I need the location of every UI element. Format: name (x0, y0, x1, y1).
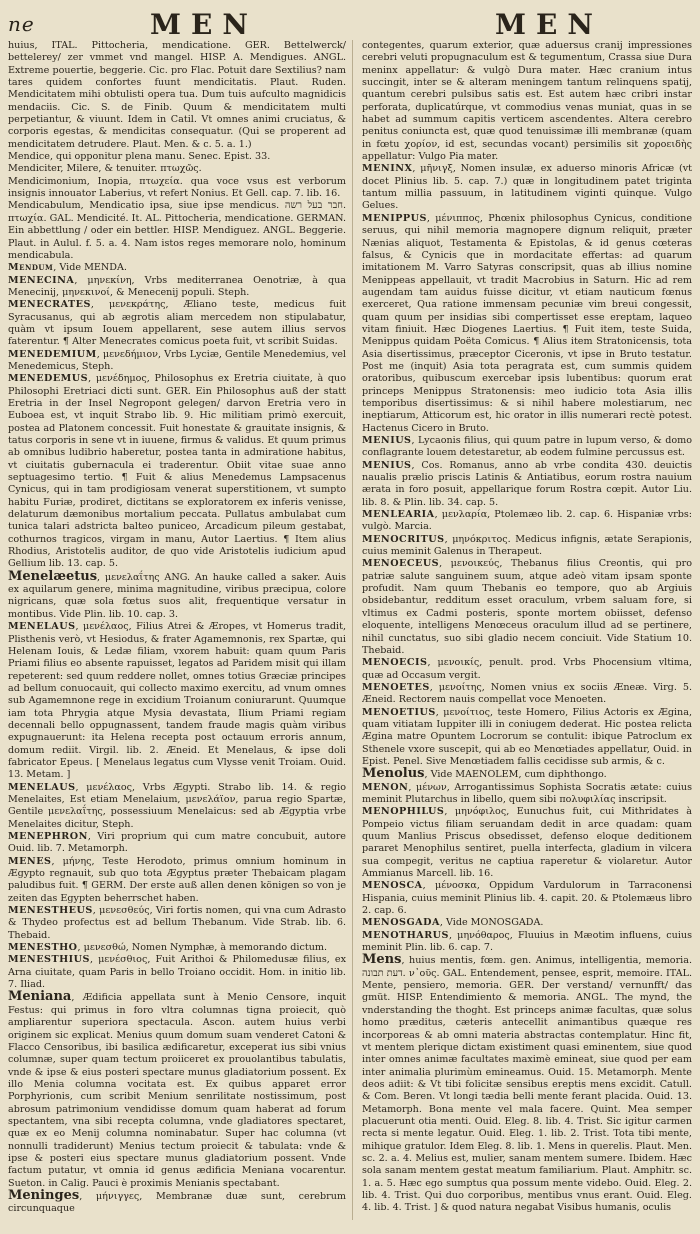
entry-headword: MENESTHEUS (8, 905, 93, 917)
dictionary-entry (8, 856, 346, 905)
entry-text: Mendicimonium, Inopia, πτωχεία. qua voce vsus est verborum insignis innouator Laberius, vt refert Nonius. Et Gell. cap. 7. lib. 16. (8, 175, 346, 200)
entry-text: , Vide MONOSGADA. (439, 917, 544, 929)
entry-headword: MENESTHIUS (8, 954, 90, 966)
left-column (8, 40, 346, 1228)
dictionary-entry (8, 1187, 346, 1216)
entry-text: , μήνης, Teste Herodoto, primus omnium hominum in Ægypto regnauit, sub quo tota Ægyptus præter Thebaicam plagam paludibus fuit. ¶ GERM. Der erste auß allen denen königen so von je zeiten das Egypten beherrschet haben. (8, 855, 346, 904)
entry-headword: Menelæetus (8, 568, 98, 584)
entry-text: , μενοίτιος, teste Homero, Filius Actoris ex Ægina, quam vitiatam Iuppiter illi in coniugem dederat. Hic postea relicta Ægina matre Opuntem Locrorum se contulit: ibique Patroclum ex Sthenele vxore suscepit, qui ab eo Menœtiades appellatur, Ouid. in Epist. Penel. Sive Menœtiadem fallis cecidisse sub armis, & c. (362, 706, 692, 767)
entry-headword: MENOETIUS (362, 706, 436, 718)
dictionary-entry (362, 40, 692, 163)
dictionary-entry (362, 435, 692, 460)
entry-headword: MENECRATES (8, 299, 91, 311)
entry-text: , μενεκράτης, Æliano teste, medicus fuit Syracusanus, qui ab ægrotis aliam mercedem non stipulabatur, quàm vt ipsum Iouem appellarent, sese autem illius servos faterentur. ¶ Alter Menecrates comicus poeta fuit, vt scribit Suidas. (8, 299, 346, 348)
dictionary-entry (8, 942, 346, 954)
entry-text: , μένων, Arrogantissimus Sophista Socratis ætate: cuius meminit Plutarchus in libello, quem sibi πολυφιλίας inscripsit. (362, 781, 692, 805)
entry-text: , μένιππος, Phœnix philosophus Cynicus, conditione seruus, qui nihil memoria magnopere dignum reliquit, præter Nænias aliquot, Testamenta & Epistolas, & id genus cœteras falsus, & Cynicis que in mordacitate effertas: ad quarum imitationem M. Varro Satyras conscripsit, quas ab illius nomine Menippeas appellauit, vt tradit Macrobius in Saturn. Hic ad rem augendam tam auidus fuisse dicitur, vt etiam nauticum fœnus exerceret, Qua ratione immensam pecuniæ vim breui congessit, quam quum per insidias sibi compertisset esse ereptam, laqueo vitam finiuit. Hæc Diogenes Laertius. ¶ Fuit item, teste Suida, Menippus quidam Poëta Comicus. ¶ Alius item Stratonicensis, tota Asia disertissimus, præceptor Ciceronis, vt ipse in Bruto testatur. Post me (inquit) Asia tota peragrata est, cum summis quidem oratoribus, quibuscum exercebar ipsis lubentibus: quorum erat princeps Menippus Stratonensis: meo iudicio tota Asia illis temporibus disertissimus: & si nihil habere molestiarum, nec ineptiarum, Atticorum est, hic orator in illis numerari rectè potest. Hactenus Cicero in Bruto. (362, 212, 692, 434)
entry-headword: MENOSCA (362, 880, 423, 892)
entry-text: Mendicabulum, Mendicatio ipsa, siue ipse mendicus. חבר בעל רשה. πτωχία. GAL. Mendicité. It. AL. Pittocheria, mendicatione. GERMAN. Ein abbettlung / oder ein bettler. HISP. Mendiguez. ANGL. Beggerie. Plaut. in Aulul. f. 5. a. 4. Nam istos reges memorare nolo, hominum mendicabula. (8, 200, 346, 261)
entry-text: , μενοικεύς, Thebanus filius Creontis, qui pro patriæ salute sanguinem suum, atque adeò vitam ipsam sponte profudit. Nam quum Thebanis eo tempore, quo ab Argiuis obsidebantur, redditum esset oraculum, vrbem saluam fore, si vltimus ex Cadmi posteris, sponte mortem obiisset, defenso eloquente, intelligens Menœceus oraculum illud ad se pertinere, nihil cunctatus, suo sibi gladio necem conciuit. Vide Statium 10. Thebaid. (362, 558, 692, 656)
dictionary-entry (362, 657, 692, 682)
entry-text: , μηνόθαρος, Fluuius in Mæotim influens, cuius meminit Plin. lib. 6. cap. 7. (362, 929, 692, 954)
dictionary-entry (8, 831, 346, 856)
entry-text: , μένοσκα, Oppidum Vardulorum in Tarraconensi Hispania, cuius meminit Plinius lib. 4. capit. 20. & Ptolemæus libro 2. cap. 6. (362, 880, 692, 917)
entry-headword: MENIUS (362, 459, 412, 471)
dictionary-entry (362, 806, 692, 880)
entry-text: , μηνόφιλος, Eunuchus fuit, cui Mithridates à Pompeio victus filiam seruandam dedit in arce quadam: quam quum Manlius Priscus obsedisset, defenso eloque deditionem pararet Menophilus sentiret, puella interfecta, gladium in vilcera sua compegit, veritus ne captiua raperetur & violaretur. Autor Ammianus Marcell. lib. 16. (362, 806, 692, 880)
entry-headword: MENELAUS (8, 621, 76, 633)
entry-text: Mendice, qui opponitur plena manu. Senec. Epist. 33. (8, 151, 271, 163)
dictionary-entry (8, 991, 346, 1190)
dictionary-entry (8, 782, 346, 831)
dictionary-entry (362, 534, 692, 559)
dictionary-entry (362, 163, 692, 212)
dictionary-entry (362, 558, 692, 657)
dictionary-entry (8, 954, 346, 991)
entry-text: , huius mentis, fœm. gen. Animus, intelligentia, memoria. דעת תבונה. ν᾽οῦς. GAL. Entendement, pensee, esprit, memoire. ITAL. Mente, pensiero, memoria. GER. Der verstand/ vernunfft/ das gmüt. HISP. Entendimiento & memoria. ANGL. The mynd, the vnderstanding the thoght. Est princeps animæ facultas, quæ solus homo præditus, cæteris antecellit animantibus quæque res incorporeas & ab omni materia abstractas contemplatur. Hinc fit, vt mentem plerique dictam existiment quasi eminentem, siue quod inter omnes animæ facultates maximè emineat, siue quod per eam inter animalia plurimùm emineamus. Ouid. 15. Metamorph. Mente deos adiit: & Vt tibi folicitæ sensibus ereptis mens excidit. Catull. & Com. Beren. Vt longi tædia belli mente ferant placida. Ouid. 13. Metamorph. Bona mente vel mala facere. Quint. Mea semper placuerunt otia menti. Ouid. Eleg. 8. lib. 4. Trist. Sic igitur carmen recta si mente legatur. Ouid. Eleg. 1. lib. 2. Trist. Tota tibi mente, mihique gratulor. Idem Eleg. 8. lib. 1. Mens in querelis. Plaut. Men. sc. 2. a. 4. Melius est, mulier, sanam mentem sumere. Ibidem. Hæc sola sanam mentem gestat meatum familiarium. Plaut. Amphitr. sc. 1. a. 5. Hæc ego sumptus qua possum mente videbo. Ouid. Eleg. 2. lib. 4. Trist. Qui duo corporibus, mentibus vnus erant. Ouid. Eleg. 4. lib. 4. Trist. ] & quod natura negabat Visibus humanis, oculis (362, 955, 692, 1214)
entry-headword: MENOSGADA (362, 917, 440, 929)
entry-headword: Mens (362, 952, 402, 968)
dictionary-entry (362, 880, 692, 917)
entry-headword: MENOECEUS (362, 558, 440, 570)
dictionary-entry (362, 954, 692, 1214)
page-number: ne (8, 12, 35, 36)
dictionary-entry (362, 768, 692, 781)
entry-headword: MENOECIS (362, 657, 428, 669)
entry-headword: MENEDEMUS (8, 373, 89, 385)
entry-headword: MENOCRITUS (362, 533, 445, 545)
entry-text: , Ædificia appellata sunt à Menio Censore, inquit Festus: qui primus in foro vltra columnas tigna proiecit, quò ampliarentur superiora spectacula. Ascon. autem huius verbi originem sic explicat. Menius quum domum suam venderet Catoni & Flacco Censoribus, ibi basilica ædificaretur, exceperat ius sibi vnius columnæ, super quam tectum proiiceret ex prouolantibus tabulatis, vnde & ipse & eius posteri spectare munus gladiatorium possent. Ex illo Menia columna vocitata est. Ex quibus apparet error Porphyrionis, cum scribit Menium senrilitate nostissimum, post abrosum patrimonium vendidisse domum quam haberat ad forum spectantem, vna sibi recepta columna, vnde gladiatores spectaret, quæ ex eo Menij columna nominabatur. Super hac columna (vt nonnulli tradiderunt) Menius tectum proiecit & tabulata: vnde & ipse & posteri eius spectare munus gladiatorium possent. Vnde factum putatur, vt omnia id genus ædificia Meniana vocarentur. Sueton. in Calig. Pauci è proximis Menianis spectabant. (8, 992, 346, 1189)
entry-headword: MENON (362, 781, 409, 793)
entry-text: , Cos. Romanus, anno ab vrbe condita 430. deuictis naualis prælio priscis Latinis & Antiatibus, eorum rostra nauium ærata in foro posuit, appellarique forum Rostra cœpit. Autor Liu. lib. 8. & Plin. lib. 34. cap. 5. (362, 459, 692, 508)
entry-headword: MENEDEMIUM (8, 348, 97, 360)
dictionary-entry (8, 151, 346, 163)
entry-text: , Viri proprium qui cum matre concubuit, autore Ouid. lib. 7. Metamorph. (8, 831, 346, 855)
entry-text: , Vide MAENOLEM, cum diphthongo. (424, 769, 607, 781)
entry-text: , μενοικίς, penult. prod. Vrbs Phocensium vltima, quæ ad Occasum vergit. (362, 657, 692, 681)
entry-text: contegentes, quarum exterior, quæ aduersus cranij impressiones cerebri veluti propugnaculum est & tegumentum, Crassa siue Dura meninx appellatur: & vulgò Dura mater. Hæc cranium intus succingit, inter se & alteram meningem tantum relinquens spatij, quantum cerebri pulsibus satis est. Est autem hæc cribri instar perforata, duplicatúrque, vt commodius venas muniat, quas in se habet ad summum capitis verticem ascendentes. Altera cerebro penitus coniuncta est, quæ quod tenuissimæ illi membranæ (quam in fœtu χορίον, id est, secundas vocant) persimilis sit χοροειδὴς appellatur: Vulgo Pia mater. (362, 40, 692, 163)
entry-headword: MENOETES (362, 681, 430, 693)
dictionary-entry (8, 163, 346, 175)
entry-headword: MENELAUS (8, 781, 76, 793)
dictionary-entry (362, 213, 692, 435)
dictionary-entry (8, 349, 346, 374)
entry-headword: Menolus (362, 766, 425, 782)
entry-headword: MENOTHARUS (362, 929, 449, 941)
column-divider (352, 40, 353, 1220)
dictionary-entry (362, 917, 692, 929)
entry-headword: Mendum (8, 262, 54, 274)
entry-headword: MENOPHILUS (362, 806, 445, 818)
running-head-right: MEN (495, 8, 603, 41)
entry-headword: MENLEARIA (362, 509, 435, 521)
dictionary-entry (362, 509, 692, 534)
dictionary-entry (8, 621, 346, 781)
entry-headword: Meninges (8, 1187, 80, 1203)
entry-headword: MENES (8, 855, 52, 867)
entry-text: , μενεδήμιον, Vrbs Lyciæ, Gentile Menedemius, vel Menedemicus, Steph. (8, 348, 346, 372)
dictionary-entry (362, 930, 692, 955)
entry-text: , μηνόκριτος. Medicus infignis, ætate Serapionis, cuius meminit Galenus in Therapeut. (362, 533, 692, 558)
entry-text: , μενέλαος, Vrbs Ægypti. Strabo lib. 14. & regio Menelaites, Est etiam Menelaium, μενελάϊον, parua regio Spartæ, Gentile μενελαΐτης, possessiuum Menelaicus: sed ab Ægyptia vrbe Menelaites dicitur, Steph. (8, 781, 346, 830)
dictionary-entry (8, 299, 346, 348)
running-head-left: MEN (150, 8, 258, 41)
dictionary-entry (362, 782, 692, 807)
right-column (362, 40, 692, 1228)
dictionary-entry (8, 568, 346, 621)
entry-headword: MENINX (362, 163, 413, 175)
entry-headword: MENESTHO (8, 942, 78, 954)
entry-text: , μενέδημος, Philosophus ex Eretria ciuitate, à quo Philosophi Eretriaci dicti sunt. GER. Ein Philosophus auß der statt Eretria in der Insel Negropont gelegen/ darvon Eretria vero in Euboea est, vt inquit Strabo lib. 9. Hic militiam primò exercuit, postea ad Platonem concessit. Fuit honestate & grauitate insignis, & tatus corporis in sene vt in iuuene, firmus & validus. Et quum primus ab omnibus ludibrio haberetur, postea tanta in admiratione habitus, vt ciuitatis gubernacula ei traderentur. Obiit vitae suae anno septuagesimo tertio. ¶ Fuit & alius Menedemus Lampsacenus Cynicus, qui in tam prodigiosam venerat superstitionem, vt sumpto habitu Furiæ, prodiret, dictitans se exploratorem ex inferis venisse, delaturum dæmonibus mortalium peccata. Pullatus ambulabat cum tunica talari adstricta balteo puniceo, Arcadicum pileum gestabat, cothurnos tragicos, virgam in manu, Autor Laertius. ¶ Item alius Rhodius, Aristotelis auditor, de quo vide Aristotelis iudicium apud Gellium lib. 13. cap. 5. (8, 373, 346, 570)
entry-text: Mendiciter, Milere, & tenuiter. πτωχῶς. (8, 163, 202, 175)
entry-headword: MENEPHRON (8, 831, 88, 842)
entry-headword: MENECINA (8, 274, 75, 286)
entry-text: , μενέσθιος, Fuit Arithoi & Philomedusæ filius, ex Arna ciuitate, quam Paris in bello Troiano occidit. Hom. in initio lib. 7. Iliad. (8, 954, 346, 991)
entry-text: huius, ITAL. Pittocheria, mendicatione. GER. Bettelwerck/ bettelerey/ zer vmmet vnd mangel. HISP. A. Mendigues. ANGL. Extreme pouertie, beggerie. Cic. pro Flac. Potuit dare Sextilius? nam tares quidem confortes fuunt mendicitatis. Plaut. Ruden. Mendicitatem mihi obtulisti opera tua. Dum tuis aufculto magnidicis mendaciis. Cic. S. de Finib. Quum & mendicitatem multi perpetiantur, & viuunt. Idem in Catil. Vt omnes animi cruciatus, & corporis egestas, & mendicitas consequatur. (Qui se properent ad mendicitatem detrudere. Plaut. Men. & c. 5. a. 1.) (8, 40, 346, 150)
dictionary-entry (362, 707, 692, 769)
entry-text: , Vide MENDA. (53, 262, 127, 274)
entry-headword: Meniana (8, 989, 72, 1005)
entry-text: , μενεσθεύς, Viri fortis nomen, qui vna cum Adrasto & Thydeo profectus est ad bellum Thebanum. Vide Strab. lib. 6. Thebaid. (8, 905, 346, 941)
entry-text: , μηνεκίνη, Vrbs mediterranea Oenotriæ, à qua Menecinij, μηνεκινοί, & Menecenij populi. Steph. (8, 274, 346, 298)
dictionary-entry (362, 682, 692, 707)
entry-text: , μενελαΐτης ANG. An hauke called a saker. Auis ex aquilarum genere, minima magnitudine, viribus præcipua, colore nigricans, quæ sola fœtus suos alit, frequentique versatur in montibus. Vide Plin. lib. 10. cap. 3. (8, 571, 346, 620)
entry-headword: MENIUS (362, 435, 412, 446)
entry-text: , μενοίτης, Nomen vnius ex sociis Æneæ. Virg. 5. Æneid. Rectorem nauis compellat voce Menoeten. (362, 681, 692, 706)
dictionary-entry (8, 200, 346, 262)
dictionary-entry (8, 262, 346, 274)
dictionary-entry (362, 460, 692, 509)
dictionary-entry (8, 905, 346, 942)
dictionary-entry (8, 373, 346, 571)
entry-text: , μήνιγγες, Membranæ duæ sunt, cerebrum circunquaque (8, 1190, 346, 1215)
entry-text: , μενεσθώ, Nomen Nymphæ, à memorando dictum. (77, 942, 328, 954)
dictionary-entry (8, 40, 346, 151)
dictionary-entry (8, 176, 346, 201)
entry-headword: MENIPPUS (362, 212, 427, 224)
entry-text: , μενέλαος, Filius Atrei & Æropes, vt Homerus tradit, Plisthenis verò, vt Hesiodus, & frater Agamemnonis, rex Spartæ, qui Helenam Iouis, & Ledæ filiam, vxorem habuit: quam quum Paris Priami filius eo absente rapuisset, legatos ad Paridem misit qui illam repeterent: sed quum reddere nollet, omnes totius Græciæ principes ad bellum conuocauit, qui collecto maximo exercitu, ad vnum omnes sub Agamemnone rege in excidium Troianum coniurarunt. Quumque iam tota Phrygia atque Mysia devastata, Ilium Priami regiam decennali bello oppugnassent, tandem fraude magis quàm viribus expugnauerunt: ita Helena recepta post octauum erroris annum, domum rediit. Virgil. lib. 2. Æneid. Et Menelaus, & ipse doli fabricator Epeus. [ Menelaus legatus cum Vlysse venit Troiam. Ouid. 13. Metam. ] (8, 621, 346, 781)
entry-text: , Lycaonis filius, qui quum patre in lupum verso, & domo conflagrante louem detestaretur, ab eodem fulmine percussus est. (362, 435, 692, 459)
entry-text: , μῆνιγξ, Nomen insulæ, ex aduerso minoris Africæ (vt docet Plinius lib. 5. cap. 7.) quæ in longitudinem patet triginta tantum millia passuum, in latitudinem viginti quinque. Vulgo Gelues. (362, 163, 692, 212)
page-header (0, 6, 700, 41)
dictionary-entry (8, 275, 346, 300)
entry-text: , μενλαρία, Ptolemæo lib. 2. cap. 6. Hispaniæ vrbs: vulgò. Marcia. (362, 509, 692, 533)
